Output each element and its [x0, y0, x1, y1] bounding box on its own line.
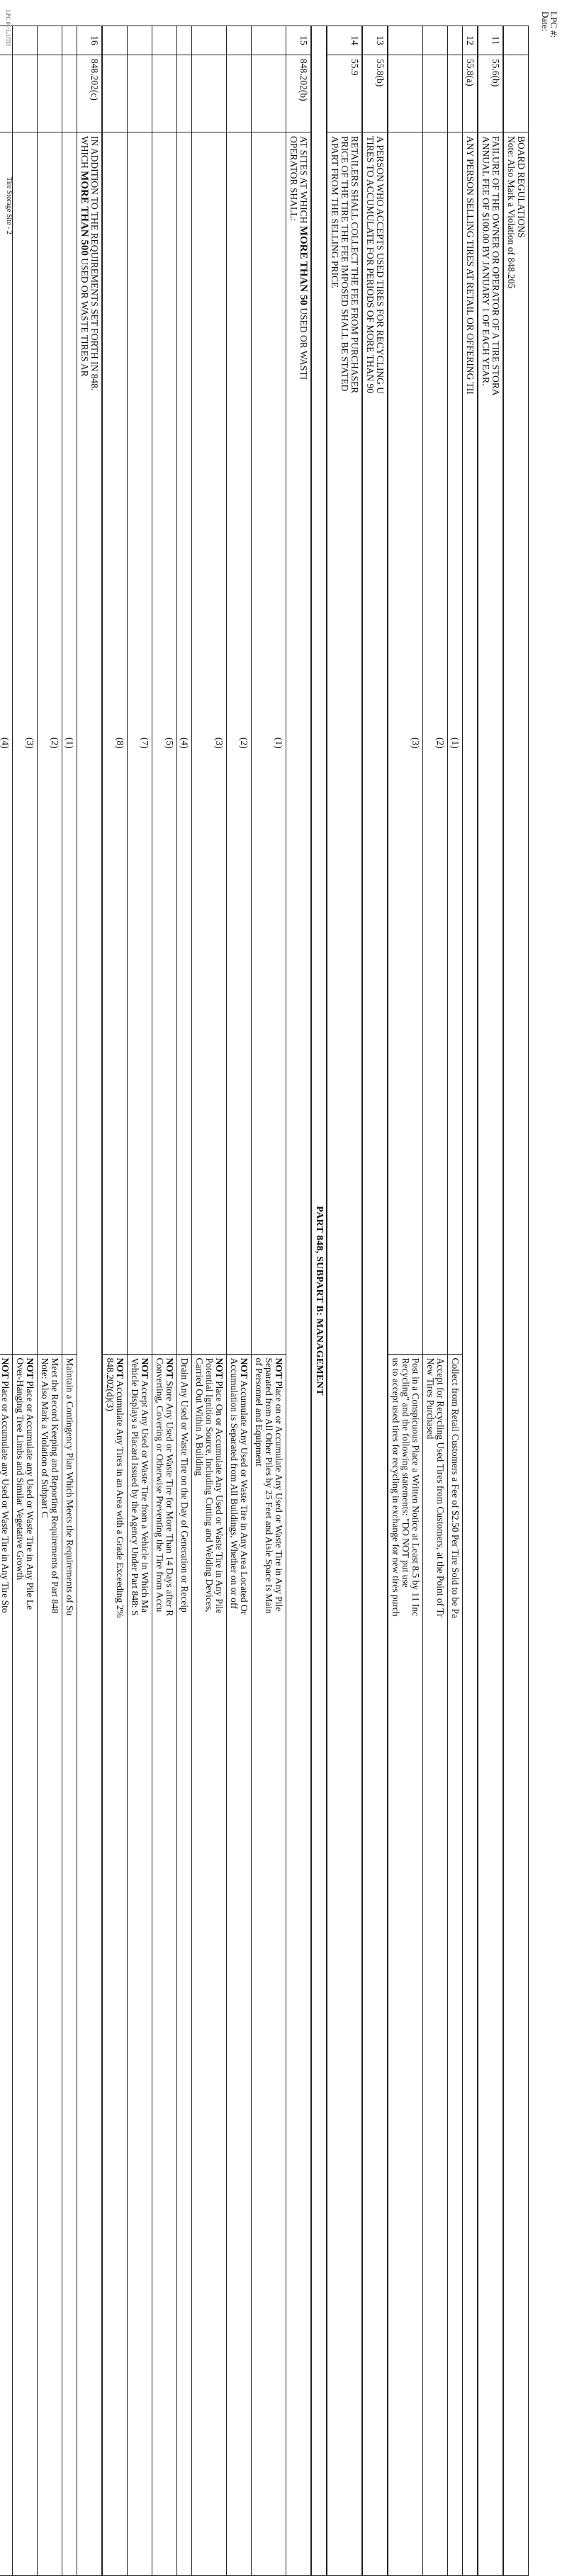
sub-item-number: (2): [38, 132, 62, 1355]
table-row: [286, 26, 312, 2576]
regulation-checklist-table: [0, 26, 529, 2576]
requirement-text: NOT Accumulate Any Used or Waste Tire in Any Area Located Or Accumulation is Separated from All Buildings, Whether on or off: [227, 1354, 252, 2576]
part-heading-row: [311, 26, 327, 2576]
requirement-text: NOT Store Any Used or Waste Tire for More Than 14 Days after R Converting, Covering or Otherwise Preventing the Tire from Accu: [152, 1354, 177, 2576]
table-row: [77, 26, 103, 2576]
page-footer: Tire Storage Site - 2: [5, 177, 13, 235]
sub-item-number: (3): [13, 132, 38, 1355]
item-number: 16: [77, 26, 103, 55]
requirement-text: NOT Place on or Accumulate Any Used or Waste Tire in Any Pile Separated from All Other Piles by 25 Feet and Aisle Space Is Main of Personnel and Equipment: [252, 1354, 286, 2576]
requirement-text: NOT Place or Accumulate any Used or Waste Tire in Any Tire Sto: [0, 1354, 13, 2576]
table-row: [192, 26, 227, 2576]
requirement-text: AT SITES AT WHICH MORE THAN 50 USED OR WASTI OPERATOR SHALL:: [286, 132, 312, 2576]
table-row: [478, 26, 503, 2576]
citation: 55.8(a): [463, 55, 478, 132]
requirement-text: RETAILERS SHALL COLLECT THE FEE FROM PURCHASER PRICE OF THE TIRE THE FEE IMPOSED SHALL BE STATED APART FROM THE SELLING PRICE: [327, 132, 362, 2576]
sub-item-number: (3): [192, 132, 227, 1355]
requirement-text: Drain Any Used or Waste Tire on the Day of Generation or Receip: [177, 1354, 192, 2576]
table-row: [177, 26, 192, 2576]
table-row: [448, 26, 463, 2576]
table-row: [362, 26, 388, 2576]
requirement-text: A PERSON WHO ACCEPTS USED TIRES FOR RECYCLING U TIRES TO ACCUMULATE FOR PERIODS OF MORE THAN 90: [362, 132, 388, 2576]
requirement-text: Meet the Record Keeping and Reporting Requirements of Part 848 Note: Also Mark a Violation of Subpart C: [38, 1354, 62, 2576]
table-row: [102, 26, 128, 2576]
sub-item-number: (1): [252, 132, 286, 1355]
sub-item-number: (8): [102, 132, 128, 1355]
requirement-text: FAILURE OF THE OWNER OR OPERATOR OF A TIRE STORA ANNUAL FEE OF $100.00 BY JANUARY 1 OF EACH YEAR.: [478, 132, 503, 2576]
requirement-text: NOT Place or Accumulate any Used or Waste Tire in Any Pile Le Over-Hanging Tree Limbs and Similar Vegetative Growth: [13, 1354, 38, 2576]
sub-item-number: (2): [423, 132, 448, 1355]
requirement-text: IN ADDITION TO THE REQUIREMENTS SET FORTH IN 848. WHICH MORE THAN 500 USED OR WASTE TIRES AR: [77, 132, 103, 2576]
sub-item-number: (2): [227, 132, 252, 1355]
table-row: [327, 26, 362, 2576]
item-number: 11: [478, 26, 503, 55]
table-row: [423, 26, 448, 2576]
citation: 848.202(b): [286, 55, 312, 132]
table-row: [13, 26, 38, 2576]
citation: 55.6(b): [478, 55, 503, 132]
date-label: Date:: [540, 11, 551, 32]
form-code: LPC 01-L.UTD: [5, 10, 11, 46]
requirement-text: Maintain a Contingency Plan Which Meets the Requirements of Su: [62, 1354, 77, 2576]
table-row: [388, 26, 423, 2576]
requirement-text: Collect from Retail Customers a Fee of $2.50 Per Tire Sold to be Pa: [448, 1354, 463, 2576]
sub-item-number: (4): [177, 132, 192, 1355]
sub-item-number: (3): [388, 132, 423, 1355]
citation: 848.202(c): [77, 55, 103, 132]
table-row: [0, 26, 13, 2576]
table-row: [503, 26, 529, 2576]
requirement-text: NOT Accept Any Used or Waste Tire from a Vehicle in Which Ma Vehicle Displays a Placard Issued by the Agency Under Part 848: S: [128, 1354, 152, 2576]
requirement-text: BOARD REGULATIONS Note: Also Mark a Violation of 848.205: [503, 132, 529, 2576]
sub-item-number: (4): [0, 132, 13, 1355]
lpc-number-label: LPC #:: [549, 11, 559, 38]
sub-item-number: (1): [62, 132, 77, 1355]
requirement-text: ANY PERSON SELLING TIRES AT RETAIL OR OFFERING TII: [463, 132, 478, 2576]
table-row: [128, 26, 152, 2576]
sub-item-number: (5): [152, 132, 177, 1355]
requirement-text: Post in a Conspicuous Place a Written Notice at Least 8.5 by 11 Inc Recycling" and the following statements: "DO NOT put use us to accept used tires for recycling in exchange for new tires purch: [388, 1354, 423, 2576]
item-number: 15: [286, 26, 312, 55]
item-number: 13: [362, 26, 388, 55]
requirement-text: NOT Accumulate Any Tires in an Area with a Grade Exceeding 2% 848.202(d)(3): [102, 1354, 128, 2576]
table-row: [152, 26, 177, 2576]
citation: 55.8(b): [362, 55, 388, 132]
item-number: 12: [463, 26, 478, 55]
table-row: [227, 26, 252, 2576]
sub-item-number: (1): [448, 132, 463, 1355]
table-row: [62, 26, 77, 2576]
table-row: [38, 26, 62, 2576]
part-heading: PART 848, SUBPART B: MANAGEMENT: [311, 26, 327, 2576]
table-row: [252, 26, 286, 2576]
requirement-text: Accept for Recycling Used Tires from Customers, at the Point of Tr New Tires Purchased: [423, 1354, 448, 2576]
item-number: 14: [327, 26, 362, 55]
citation: 55.9: [327, 55, 362, 132]
requirement-text: NOT Place On or Accumulate Any Used or Waste Tire in Any Pile Potential Ignition Source, Including Cutting and Welding Devices, Carried Out Within A Building: [192, 1354, 227, 2576]
table-row: [463, 26, 478, 2576]
sub-item-number: (7): [128, 132, 152, 1355]
